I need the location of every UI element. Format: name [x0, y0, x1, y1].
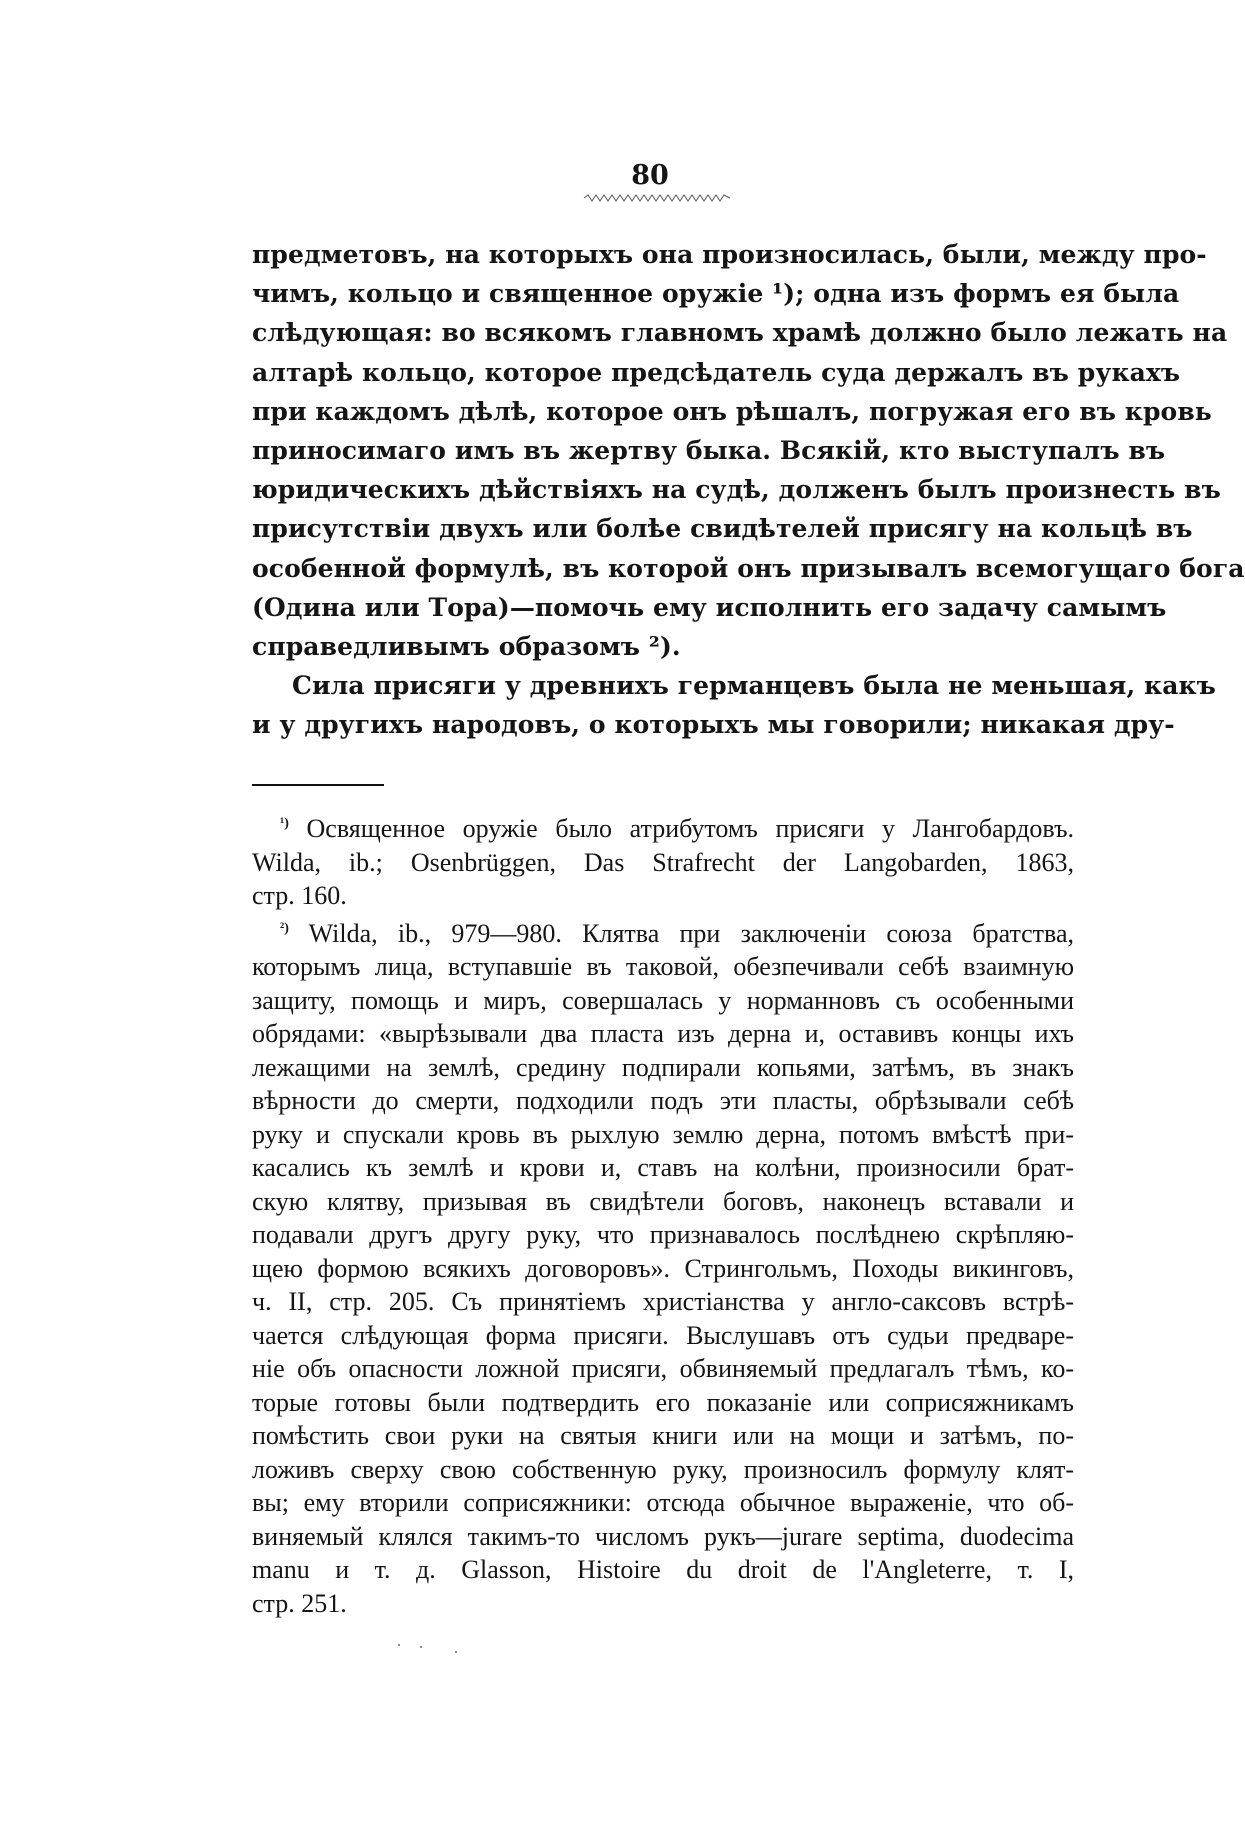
- footnote-line: лежащими на землѣ, средину подпирали копьями, затѣмъ, въ знакъ: [252, 1052, 1074, 1082]
- text-line: предметовъ, на которыхъ она произносилась, были, между про-: [252, 240, 1207, 269]
- main-text: [252, 235, 1245, 744]
- footnote-line: чается слѣдующая форма присяги. Выслушавъ отъ судьи предваре-: [252, 1320, 1074, 1350]
- footnote-line: обрядами: «вырѣзывали два пласта изъ дерна и, оставивъ концы ихъ: [252, 1019, 1074, 1048]
- footnotes: [252, 812, 1074, 1624]
- footnote-marker: ¹): [280, 816, 289, 831]
- footnote-line: стр. 251.: [252, 1588, 347, 1618]
- footnote-line: [252, 917, 1074, 951]
- text-line: и у другихъ народовъ, о которыхъ мы говорили; никакая дру-: [252, 710, 1175, 740]
- print-speck: [455, 1651, 457, 1653]
- text-line: (Одина или Тора)—помочь ему исполнить его задачу самымъ: [252, 592, 1167, 622]
- header-ornament: [584, 194, 730, 202]
- text-line: особенной формулѣ, въ которой онъ призывалъ всемогущаго бога: [252, 553, 1245, 583]
- footnote-line: виняемый клялся такимъ-то числомъ рукъ—jurare septima, duodecima: [252, 1521, 1074, 1551]
- footnote-line: вы; ему вторили соприсяжники: отсюда обычное выраженіе, что об-: [252, 1488, 1074, 1517]
- footnote-text: Освященное оружіе было атрибутомъ присяги у Лангобардовъ.: [306, 814, 1075, 843]
- footnote-line: скую клятву, призывая въ свидѣтели боговъ, наконецъ вставали и: [252, 1186, 1074, 1216]
- text-line: слѣдующая: во всякомъ главномъ храмѣ должно было лежать на: [252, 318, 1228, 348]
- text-line: Сила присяги у древнихъ германцевъ была не меньшая, какъ: [292, 671, 1216, 701]
- footnote-line: [252, 812, 1074, 846]
- footnote-line: которымъ лица, вступавшіе въ таковой, обезпечивали себѣ взаимную: [252, 952, 1074, 981]
- footnote-line: стр. 160.: [252, 881, 347, 910]
- page-number: 80: [631, 160, 669, 191]
- footnote-1: [252, 812, 1074, 913]
- print-speck: [398, 1644, 400, 1646]
- text-line: при каждомъ дѣлѣ, которое онъ рѣшалъ, погружая его въ кровь: [252, 396, 1212, 426]
- footnote-line: защиту, помощь и миръ, совершалась у норманновъ съ особенными: [252, 985, 1074, 1015]
- text-line: справедливымъ образомъ ²).: [252, 631, 681, 661]
- footnote-line: щею формою всякихъ договоровъ». Стрингольмъ, Походы викинговъ,: [252, 1253, 1074, 1283]
- footnote-separator: [252, 784, 384, 786]
- footnote-line: торые готовы были подтвердить его показаніе или соприсяжникамъ: [252, 1387, 1074, 1417]
- text-line: приносимаго имъ въ жертву быка. Всякій, кто выступалъ въ: [252, 435, 1166, 465]
- text-line: присутствіи двухъ или болѣе свидѣтелей присягу на кольцѣ въ: [252, 514, 1193, 544]
- text-line: юридическихъ дѣйствіяхъ на судѣ, долженъ былъ произнесть въ: [252, 475, 1221, 505]
- footnote-line: подавали другъ другу руку, что признавалось послѣднею скрѣпляю-: [252, 1220, 1074, 1249]
- footnote-line: помѣстить свои руки на святыя книги или на мощи и затѣмъ, по-: [252, 1421, 1074, 1450]
- footnote-2: [252, 917, 1074, 1621]
- footnote-line: Wilda, ib.; Osenbrüggen, Das Strafrecht der Langobarden, 1863,: [252, 847, 1074, 877]
- footnote-line: ч. II, стр. 205. Съ принятіемъ христіанства у англо-саксовъ встрѣ-: [252, 1287, 1074, 1316]
- footnote-text: Wilda, ib., 979—980. Клятва при заключеніи союза братства,: [308, 918, 1075, 948]
- text-line: чимъ, кольцо и священное оружіе ¹); одна изъ формъ ея была: [252, 279, 1180, 309]
- footnote-line: ложивъ сверху свою собственную руку, произносилъ формулу клят-: [252, 1454, 1074, 1484]
- footnote-marker: ²): [280, 920, 289, 936]
- footnote-line: вѣрности до смерти, подходили подъ эти пласты, обрѣзывали себѣ: [252, 1086, 1074, 1115]
- footnote-line: manu и т. д. Glasson, Histoire du droit de l'Angleterre, т. I,: [252, 1555, 1074, 1584]
- print-speck: [420, 1646, 422, 1648]
- footnote-line: руку и спускали кровь въ рыхлую землю дерна, потомъ вмѣстѣ при-: [252, 1119, 1074, 1149]
- footnote-line: касались къ землѣ и крови и, ставъ на колѣни, произносили брат-: [252, 1153, 1074, 1182]
- footnote-line: ніе объ опасности ложной присяги, обвиняемый предлагалъ тѣмъ, ко-: [252, 1354, 1074, 1383]
- text-line: алтарѣ кольцо, которое предсѣдатель суда держалъ въ рукахъ: [252, 357, 1181, 387]
